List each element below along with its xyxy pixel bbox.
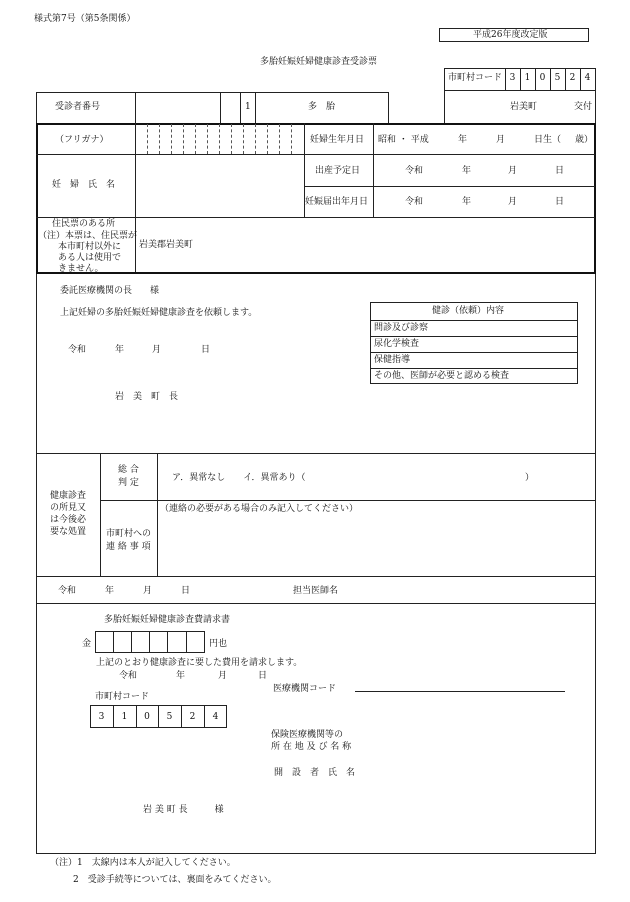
address-label: 住民票のある所: [52, 219, 116, 229]
birthdate-label: 妊婦生年月日: [310, 135, 365, 145]
due-month-unit: 月: [508, 166, 518, 176]
due-year-unit: 年: [462, 166, 472, 176]
address-note-line: ある人は使用で: [58, 253, 122, 263]
request-era: 令和: [68, 345, 87, 355]
claim-month-unit: 月: [218, 671, 228, 681]
muni-code-digit: 4: [584, 73, 591, 83]
overall-label-line: 判 定: [118, 478, 139, 488]
birthday-suffix: 日生（: [534, 135, 562, 145]
claim-day-unit: 日: [258, 671, 268, 681]
address-note-line: きません。: [58, 264, 104, 274]
address-note-line: 本市町村以外に: [58, 242, 122, 252]
exam-item: その他、医師が必要と認める検査: [374, 371, 510, 381]
exam-day-unit: 日: [181, 586, 191, 596]
contact-label-line: 市町村への: [106, 529, 152, 539]
doctor-label: 担当医師名: [293, 586, 339, 596]
yen-prefix: 金: [82, 639, 92, 649]
mayor-signature: 岩 美 町 長: [115, 392, 179, 402]
claim-title: 多胎妊娠妊婦健康診査費請求書: [104, 615, 231, 625]
muni-code-digit-2: 0: [144, 712, 150, 722]
claim-text: 上記のとおり健康診査に要した費用を請求します。: [96, 658, 303, 668]
muni-code-digit: 5: [554, 73, 561, 83]
exam-year-unit: 年: [105, 586, 115, 596]
findings-label-line: は今後必: [50, 515, 87, 525]
sheet-number: 1: [245, 102, 251, 112]
muni-code-digit-2: 4: [212, 712, 219, 722]
findings-label-line: の所見又: [50, 503, 87, 513]
insurance-label-line: 所 在 地 及 び 名 称: [271, 742, 352, 752]
filing-year-unit: 年: [462, 197, 472, 207]
insurance-label-line: 保険医療機関等の: [271, 730, 344, 740]
address-note-line: （注）本票は、住民票が: [38, 231, 138, 241]
exam-month-unit: 月: [143, 586, 153, 596]
exam-item: 尿化学検査: [374, 339, 420, 349]
birthdate-era: 昭和 ・ 平成: [378, 135, 429, 145]
request-month-unit: 月: [152, 345, 162, 355]
filing-date-label: 妊娠届出年月日: [305, 197, 369, 207]
name-label: 妊 婦 氏 名: [52, 180, 116, 190]
amount-input[interactable]: [95, 631, 205, 653]
exam-item: 保健指導: [374, 355, 411, 365]
request-text: 上記妊婦の多胎妊娠妊婦健康診査を依頼します。: [60, 308, 258, 318]
birth-month-unit: 月: [496, 135, 506, 145]
overall-label-line: 総 合: [118, 465, 139, 475]
age-suffix: 歳）: [575, 135, 594, 145]
footer-note: （注）1 太線内は本人が記入してください。: [50, 858, 236, 868]
to-institution: 委託医療機関の長 様: [60, 286, 160, 296]
overall-options: ア．異常なし イ．異常あり（: [172, 473, 306, 483]
footer-note: 2 受診手続等については、裏面をみてください。: [73, 875, 277, 885]
filing-month-unit: 月: [508, 197, 518, 207]
request-day-unit: 日: [201, 345, 211, 355]
findings-label-line: 要な処置: [50, 527, 87, 537]
issuer: 岩美町: [510, 102, 538, 112]
due-date-label: 出産予定日: [315, 166, 361, 176]
filing-date-era: 令和: [405, 197, 424, 207]
findings-label-line: 健康診査: [50, 491, 87, 501]
founder-label: 開 設 者 氏 名: [274, 768, 356, 778]
muni-code-digit-2: 3: [98, 712, 105, 722]
furigana-label: （フリガナ）: [55, 135, 109, 145]
form-title: 多胎妊娠妊婦健康診査受診票: [260, 57, 378, 67]
multiple-label: 多 胎: [308, 102, 336, 112]
birth-year-unit: 年: [458, 135, 468, 145]
due-day-unit: 日: [555, 166, 565, 176]
overall-close: ）: [525, 473, 535, 483]
municipality-code-label: 市町村コード: [448, 73, 503, 83]
muni-code-digit-2: 5: [166, 712, 173, 722]
claim-year-unit: 年: [176, 671, 186, 681]
muni-code-digit: 1: [524, 73, 531, 83]
municipality-code-label-2: 市町村コード: [95, 692, 150, 702]
exam-item: 問診及び診察: [374, 323, 429, 333]
addressee: 岩 美 町 長 様: [143, 805, 224, 815]
muni-code-digit: 2: [569, 73, 576, 83]
muni-code-digit: 0: [539, 73, 546, 83]
issued-label: 交付: [574, 102, 593, 112]
muni-code-digit-2: 2: [189, 712, 196, 722]
muni-code-digit-2: 1: [121, 712, 128, 722]
exam-date-era: 令和: [58, 586, 77, 596]
due-date-era: 令和: [405, 166, 424, 176]
form-id: 様式第7号（第5条関係）: [34, 14, 136, 24]
patient-number-label: 受診者番号: [55, 102, 101, 112]
filing-day-unit: 日: [555, 197, 565, 207]
exam-content-title: 健診（依頼）内容: [432, 306, 505, 316]
contact-label-line: 連 絡 事 項: [106, 542, 151, 552]
muni-code-digit: 3: [509, 73, 516, 83]
revision: 平成26年度改定版: [473, 30, 548, 40]
claim-era: 令和: [119, 671, 138, 681]
institution-code-label: 医療機関コード: [273, 684, 337, 694]
address-value: 岩美郡岩美町: [139, 240, 194, 250]
contact-note: （連絡の必要がある場合のみ記入してください）: [160, 504, 359, 514]
request-year-unit: 年: [115, 345, 125, 355]
yen-suffix: 円也: [209, 639, 228, 649]
